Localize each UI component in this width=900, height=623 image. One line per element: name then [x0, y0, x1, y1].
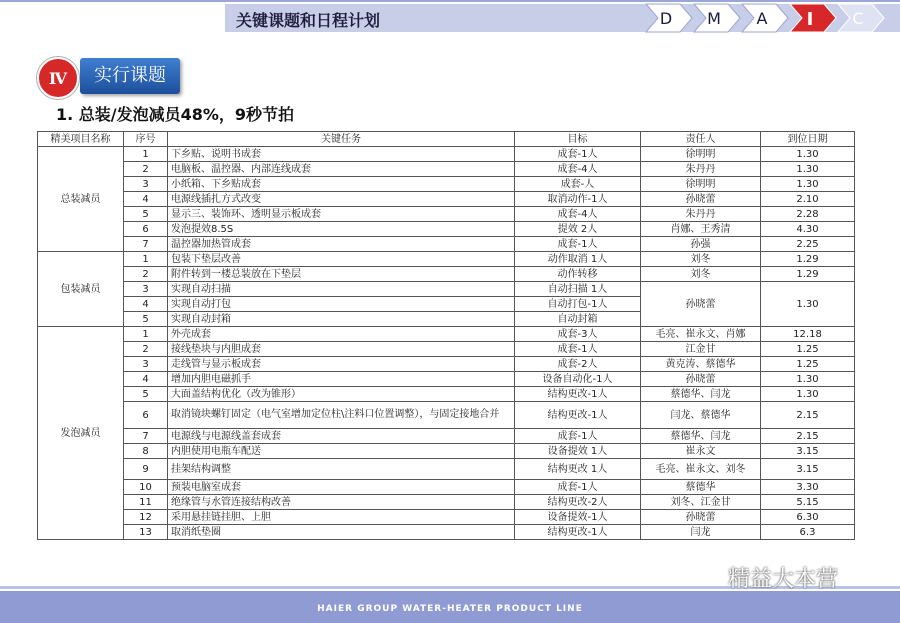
row-no: 4 [124, 192, 168, 207]
wechat-icon [696, 563, 722, 591]
row-date: 3.15 [761, 444, 855, 459]
table-row [38, 525, 855, 540]
row-owner: 朱丹丹 [641, 162, 761, 177]
row-owner: 闫龙 [641, 525, 761, 540]
row-owner: 孙晓蕾 [641, 510, 761, 525]
table-row [38, 342, 855, 357]
row-task: 实现自动打包 [168, 297, 515, 312]
row-target: 成套-人 [515, 177, 641, 192]
row-date: 6.30 [761, 510, 855, 525]
group-name: 总装减员 [38, 147, 124, 252]
watermark [696, 562, 838, 592]
row-date: 2.28 [761, 207, 855, 222]
row-owner: 孙晓蕾 [641, 192, 761, 207]
row-task: 包装下垫层改善 [168, 252, 515, 267]
row-target: 结构更改-1人 [515, 387, 641, 402]
row-target: 结构更改-2人 [515, 495, 641, 510]
table-row [38, 387, 855, 402]
row-task: 外壳成套 [168, 327, 515, 342]
row-date: 1.30 [761, 162, 855, 177]
row-task: 电源线插扎方式改变 [168, 192, 515, 207]
table-header-row [38, 132, 855, 147]
row-no: 5 [124, 207, 168, 222]
row-no: 5 [124, 312, 168, 327]
row-task: 内胆使用电瓶车配送 [168, 444, 515, 459]
row-target: 自动打包-1人 [515, 297, 641, 312]
row-owner: 蔡德华、闫龙 [641, 429, 761, 444]
row-target: 成套-4人 [515, 207, 641, 222]
row-target: 结构更改-1人 [515, 525, 641, 540]
row-date: 12.18 [761, 327, 855, 342]
row-task: 绝缘管与水管连接结构改善 [168, 495, 515, 510]
row-target: 设备提效 1人 [515, 444, 641, 459]
row-date: 2.10 [761, 192, 855, 207]
row-date: 6.3 [761, 525, 855, 540]
group-name: 发泡减员 [38, 327, 124, 540]
dmaic-step-d [646, 4, 692, 32]
dmaic-step-i [790, 4, 836, 32]
row-target: 自动封箱 [515, 312, 641, 327]
table-row [38, 444, 855, 459]
group-name: 包装减员 [38, 252, 124, 327]
table-row [38, 147, 855, 162]
row-no: 7 [124, 429, 168, 444]
section-tab: 实行课题 [80, 58, 180, 94]
row-task: 预装电脑室成套 [168, 480, 515, 495]
row-date: 1.25 [761, 357, 855, 372]
table-row [38, 429, 855, 444]
row-task: 取消纸垫圈 [168, 525, 515, 540]
row-target: 成套-1人 [515, 237, 641, 252]
row-owner: 朱丹丹 [641, 207, 761, 222]
row-date: 1.30 [761, 147, 855, 162]
table-row [38, 282, 855, 297]
row-task: 增加内胆电磁抓手 [168, 372, 515, 387]
section-badge-label: Ⅳ [48, 69, 68, 88]
table-row [38, 192, 855, 207]
table-row [38, 327, 855, 342]
row-task: 下乡贴、说明书成套 [168, 147, 515, 162]
row-date: 1.30 [761, 177, 855, 192]
row-no: 1 [124, 252, 168, 267]
header-task: 关键任务 [168, 132, 515, 147]
row-owner: 刘冬 [641, 252, 761, 267]
row-owner: 刘冬 [641, 267, 761, 282]
row-date: 3.15 [761, 459, 855, 480]
table-row [38, 267, 855, 282]
row-task: 显示三、装饰环、透明显示板成套 [168, 207, 515, 222]
row-no: 7 [124, 237, 168, 252]
table-row [38, 237, 855, 252]
row-date: 3.30 [761, 480, 855, 495]
row-date: 2.15 [761, 429, 855, 444]
row-no: 10 [124, 480, 168, 495]
dmaic-label-d: D [659, 9, 673, 28]
row-date: 2.15 [761, 402, 855, 429]
row-task: 附件转到一楼总装放在下垫层 [168, 267, 515, 282]
row-target: 成套-3人 [515, 327, 641, 342]
row-no: 3 [124, 282, 168, 297]
row-owner: 毛亮、崔永文、刘冬 [641, 459, 761, 480]
row-no: 12 [124, 510, 168, 525]
dmaic-step-a [742, 4, 788, 32]
row-no: 1 [124, 327, 168, 342]
table-row [38, 207, 855, 222]
row-target: 成套-1人 [515, 147, 641, 162]
row-owner: 江金甘 [641, 342, 761, 357]
row-target: 成套-2人 [515, 357, 641, 372]
row-target: 动作转移 [515, 267, 641, 282]
row-date: 1.30 [761, 387, 855, 402]
row-date: 1.29 [761, 252, 855, 267]
row-owner: 徐明明 [641, 147, 761, 162]
table-row [38, 177, 855, 192]
row-task: 电脑板、温控器、内部连线成套 [168, 162, 515, 177]
footer-text: HAIER GROUP WATER-HEATER PRODUCT LINE [317, 604, 583, 614]
row-task: 发泡提效8.5S [168, 222, 515, 237]
row-task: 电源线与电源线盖套成套 [168, 429, 515, 444]
row-no: 9 [124, 459, 168, 480]
dmaic-label-i: I [806, 9, 814, 30]
row-target: 动作取消 1人 [515, 252, 641, 267]
row-date: 5.15 [761, 495, 855, 510]
table-row [38, 372, 855, 387]
row-target: 设备提效-1人 [515, 510, 641, 525]
row-no: 1 [124, 147, 168, 162]
row-no: 11 [124, 495, 168, 510]
dmaic-step-m [694, 4, 740, 32]
watermark-text: 精益大本营 [728, 566, 839, 592]
table-row [38, 459, 855, 480]
table-row [38, 252, 855, 267]
row-date: 2.25 [761, 237, 855, 252]
header-project: 精美项目名称 [38, 132, 124, 147]
row-target: 自动扫描 1人 [515, 282, 641, 297]
row-task: 实现自动扫描 [168, 282, 515, 297]
row-no: 4 [124, 297, 168, 312]
row-no: 2 [124, 342, 168, 357]
row-no: 5 [124, 387, 168, 402]
row-no: 2 [124, 162, 168, 177]
row-target: 提效 2人 [515, 222, 641, 237]
row-task: 实现自动封箱 [168, 312, 515, 327]
row-no: 6 [124, 222, 168, 237]
row-target: 成套-4人 [515, 162, 641, 177]
row-owner: 黄克涛、蔡德华 [641, 357, 761, 372]
row-no: 3 [124, 357, 168, 372]
table-row [38, 162, 855, 177]
dmaic-step-c [838, 4, 884, 32]
row-task: 走线管与显示板成套 [168, 357, 515, 372]
row-date: 1.29 [761, 267, 855, 282]
dmaic-steps [642, 2, 900, 34]
dmaic-label-a: A [756, 9, 768, 28]
row-owner: 闫龙、蔡德华 [641, 402, 761, 429]
row-date: 1.30 [761, 372, 855, 387]
row-owner: 肖娜、王秀清 [641, 222, 761, 237]
table-row [38, 402, 855, 429]
row-owner: 蔡德华 [641, 480, 761, 495]
row-target: 成套-1人 [515, 342, 641, 357]
row-date: 1.25 [761, 342, 855, 357]
row-task: 大面盖结构优化（改为锥形） [168, 387, 515, 402]
row-no: 2 [124, 267, 168, 282]
section-subtitle: 1. 总装/发泡减员48%，9秒节拍 [56, 105, 295, 124]
row-owner: 孙强 [641, 237, 761, 252]
header-owner: 责任人 [641, 132, 761, 147]
row-date: 1.30 [761, 282, 855, 327]
header-no: 序号 [124, 132, 168, 147]
row-owner: 孙晓蕾 [641, 282, 761, 327]
task-table [37, 131, 855, 540]
table-row [38, 480, 855, 495]
row-task: 温控器加热管成套 [168, 237, 515, 252]
dmaic-label-m: M [707, 9, 721, 28]
row-date: 4.30 [761, 222, 855, 237]
header-date: 到位日期 [761, 132, 855, 147]
table-row [38, 222, 855, 237]
row-no: 13 [124, 525, 168, 540]
row-owner: 刘冬、江金甘 [641, 495, 761, 510]
row-target: 结构更改-1人 [515, 402, 641, 429]
row-owner: 蔡德华、闫龙 [641, 387, 761, 402]
row-owner: 崔永文 [641, 444, 761, 459]
table-row [38, 495, 855, 510]
row-target: 成套-1人 [515, 480, 641, 495]
row-task: 挂架结构调整 [168, 459, 515, 480]
dmaic-label-c: C [852, 9, 864, 28]
row-owner: 毛亮、崔永文、肖娜 [641, 327, 761, 342]
row-owner: 孙晓蕾 [641, 372, 761, 387]
row-no: 8 [124, 444, 168, 459]
page-title: 关键课题和日程计划 [236, 11, 381, 30]
row-target: 成套-1人 [515, 429, 641, 444]
row-task: 采用悬挂链挂胆、上胆 [168, 510, 515, 525]
row-no: 6 [124, 402, 168, 429]
row-task: 取消镜块螺钉固定（电气室增加定位柱\注料口位置调整），与固定接地合并 [168, 402, 515, 429]
row-target: 结构更改 1人 [515, 459, 641, 480]
section-badge [36, 56, 80, 104]
row-owner: 徐明明 [641, 177, 761, 192]
row-no: 3 [124, 177, 168, 192]
header-target: 目标 [515, 132, 641, 147]
table-row [38, 510, 855, 525]
row-task: 小纸箱、下乡贴成套 [168, 177, 515, 192]
row-target: 设备自动化-1人 [515, 372, 641, 387]
table-row [38, 357, 855, 372]
row-task: 接线垫块与内胆成套 [168, 342, 515, 357]
row-no: 4 [124, 372, 168, 387]
row-target: 取消动作-1人 [515, 192, 641, 207]
